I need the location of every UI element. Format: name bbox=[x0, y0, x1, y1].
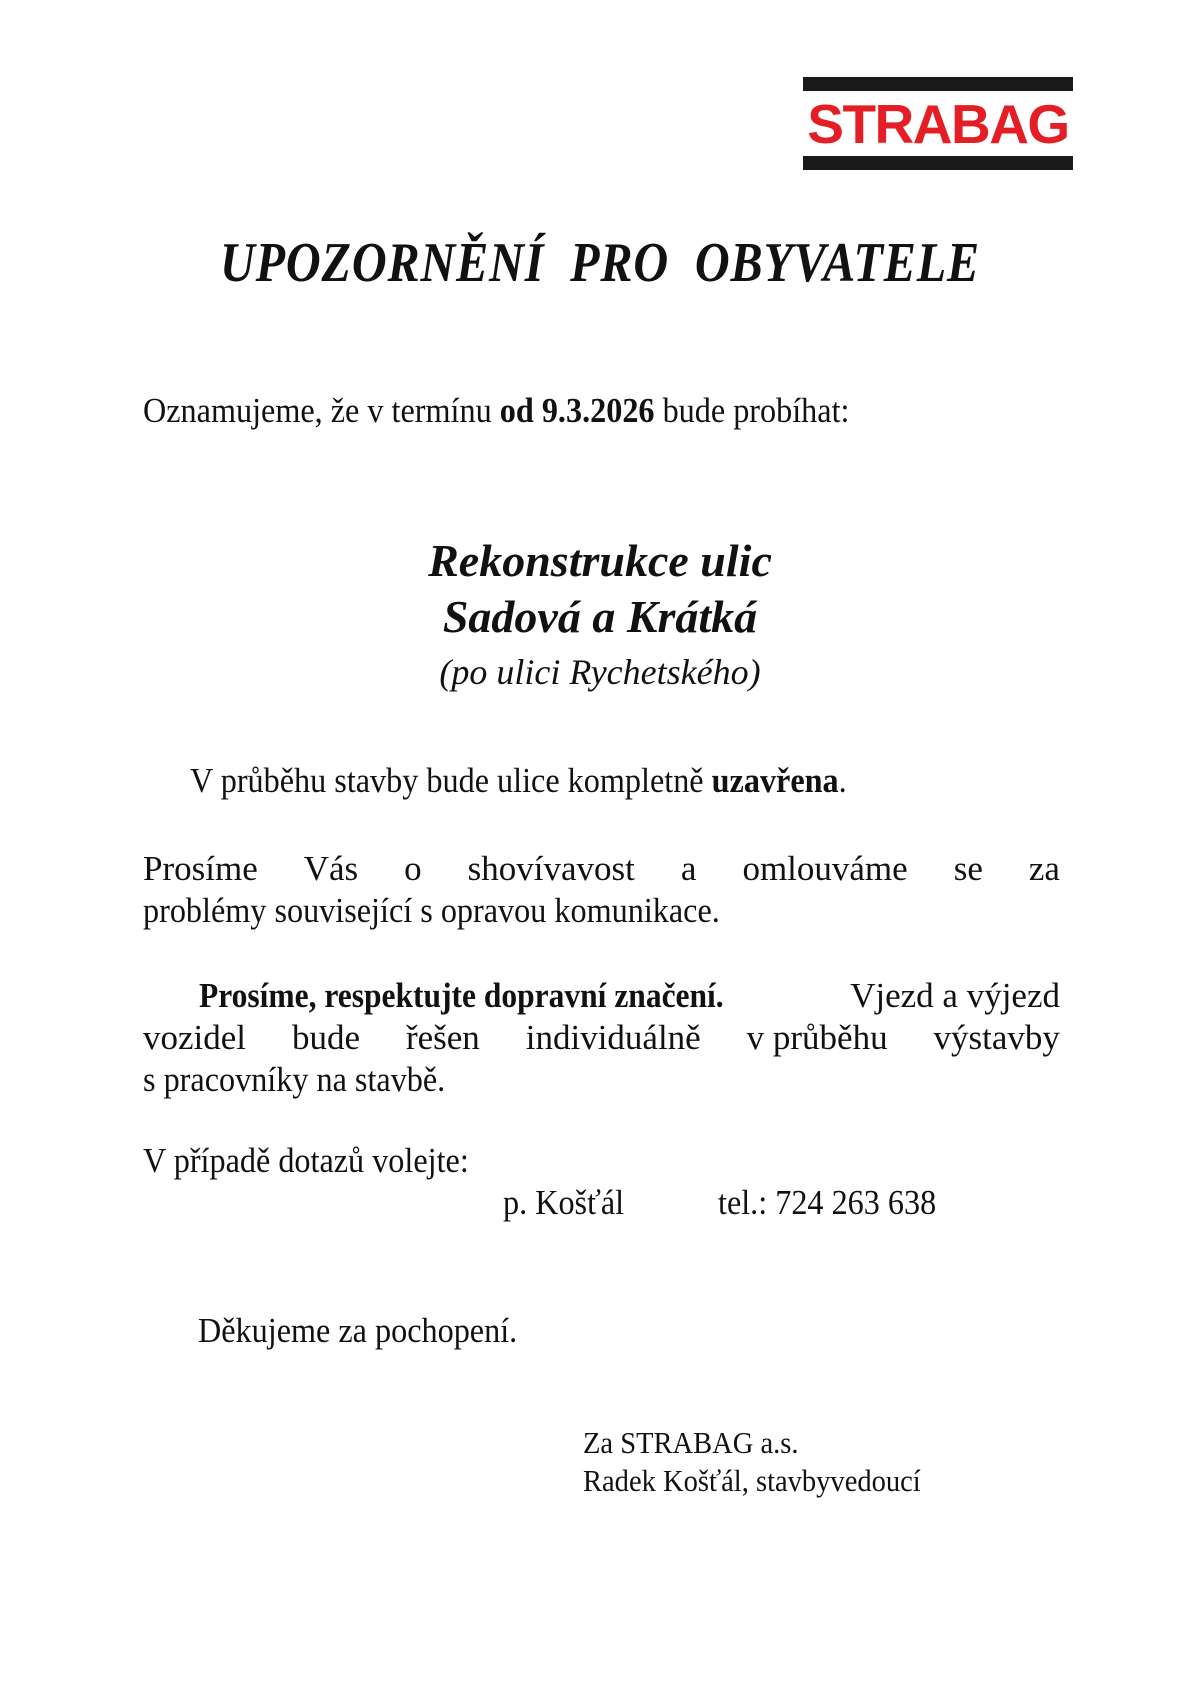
intro-text-after: bude probíhat: bbox=[654, 391, 850, 430]
start-date: od 9.3.2026 bbox=[499, 391, 655, 430]
apology-paragraph bbox=[143, 848, 1060, 932]
closure-text: V průběhu stavby bude ulice kompletně bbox=[190, 761, 712, 800]
word: omlouváme bbox=[742, 849, 908, 888]
apology-line2: problémy související s opravou komunikace. bbox=[143, 891, 720, 930]
closure-period: . bbox=[838, 761, 847, 800]
traffic-bold: Prosíme, respektujte dopravní značení. bbox=[199, 976, 724, 1015]
contact-label: V případě dotazů volejte: bbox=[143, 1141, 469, 1180]
signature-person: Radek Košťál, stavbyvedoucí bbox=[583, 1463, 921, 1498]
intro-text-before: Oznamujeme, že v termínu bbox=[143, 391, 500, 430]
intro-paragraph bbox=[143, 390, 849, 432]
word: za bbox=[1028, 849, 1060, 888]
word: bude bbox=[291, 1018, 361, 1057]
closure-bold: uzavřena bbox=[711, 761, 839, 800]
logo-bottom-bar bbox=[803, 156, 1073, 170]
word: individuálně bbox=[525, 1018, 701, 1057]
closure-paragraph bbox=[190, 760, 847, 802]
apology-line1 bbox=[143, 848, 1060, 890]
word: Vás bbox=[303, 849, 359, 888]
traffic-line1-rest: Vjezd a výjezd bbox=[850, 976, 1060, 1015]
signature-company: Za STRABAG a.s. bbox=[583, 1425, 799, 1460]
word: se bbox=[953, 849, 983, 888]
traffic-line1 bbox=[143, 975, 1060, 1017]
contact-name: p. Košťál bbox=[503, 1183, 625, 1222]
logo-top-bar bbox=[803, 77, 1073, 91]
traffic-line2 bbox=[143, 1017, 1060, 1059]
logo-wordmark: STRABAG bbox=[807, 93, 1069, 155]
word: Prosíme bbox=[143, 849, 258, 888]
project-subtitle: (po ulici Rychetského) bbox=[439, 652, 761, 692]
project-title-line2: Sadová a Krátká bbox=[442, 591, 758, 642]
contact-phone: tel.: 724 263 638 bbox=[718, 1183, 937, 1222]
word: o bbox=[404, 849, 422, 888]
word: vozidel bbox=[143, 1018, 247, 1057]
word: v průběhu bbox=[746, 1018, 888, 1057]
word: a bbox=[680, 849, 697, 888]
word: řešen bbox=[405, 1018, 480, 1057]
word: shovívavost bbox=[467, 849, 635, 888]
strabag-logo bbox=[803, 77, 1073, 171]
traffic-paragraph bbox=[143, 975, 1060, 1101]
project-title-line1: Rekonstrukce ulic bbox=[428, 535, 772, 586]
word: výstavby bbox=[933, 1018, 1060, 1057]
thanks-text: Děkujeme za pochopení. bbox=[198, 1311, 518, 1350]
traffic-line3: s pracovníky na stavbě. bbox=[143, 1060, 446, 1099]
notice-title: UPOZORNĚNÍ PRO OBYVATELE bbox=[220, 232, 980, 294]
